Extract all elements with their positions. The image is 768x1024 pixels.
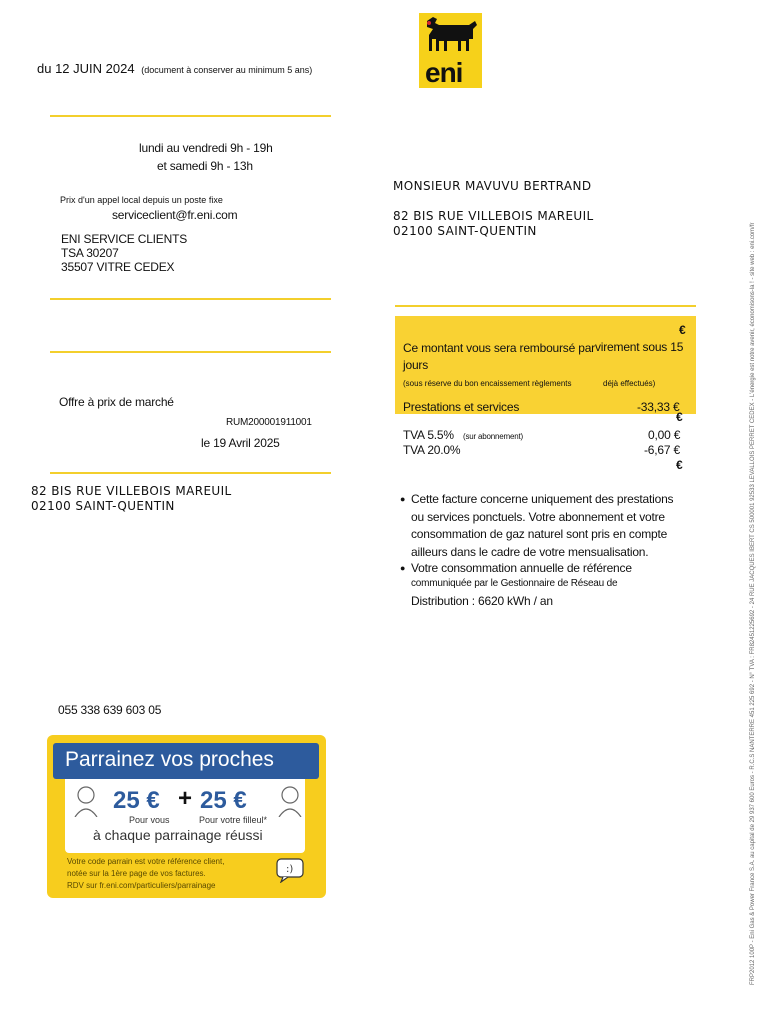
promo-footnote: notée sur la 1ère page de vos factures. [67,869,206,878]
svg-text::): :) [286,864,294,875]
tva1-value: 0,00 € [648,428,681,442]
tva1-label-text: TVA 5.5% [403,428,454,442]
recipient-address-line1: 82 BIS RUE VILLEBOIS MAREUIL [393,209,594,223]
chat-bubble-icon [275,857,305,883]
tva2-value: -6,67 € [644,443,680,457]
recipient-name: MONSIEUR MAVUVU BERTRAND [393,179,592,193]
plus-icon: + [178,785,193,812]
service-address-line3: 35507 VITRE CEDEX [61,260,175,274]
reference-number: 055 338 639 603 05 [58,703,162,717]
note-line: consommation de gaz naturel sont pris en compte [411,527,668,541]
refund-text: virement sous 15 [595,340,684,354]
eni-logo [419,13,482,88]
recipient-address-line2: 02100 SAINT-QUENTIN [393,224,537,238]
divider [395,305,696,307]
site-address-line1: 82 BIS RUE VILLEBOIS MAREUIL [31,484,232,498]
offer-date: le 19 Avril 2025 [201,436,280,450]
hours-weekdays: lundi au vendredi 9h - 19h [139,141,273,155]
legal-vertical-text: FRP2012 100P - Eni Gas & Power France S.A. au capital de 29 937 600 Euros - R.C.S NANTERRE 451 225 692 - N° TVA : FR82451225692 - 24 RUE JACQUES IBERT CS 500001 92533 LEVALLOIS PERRET CEDEX - L'énergie est notre avenir, économisons-la ! - site web : eni.com/fr [750,222,756,985]
promo-amount-you: 25 € [113,787,160,814]
contact-email[interactable]: serviceclient@fr.eni.com [112,208,238,222]
logo-text: eni [425,57,463,88]
euro-sign: € [679,323,686,337]
refund-text: jours [403,358,429,372]
refund-text: Ce montant vous sera remboursé par [403,341,595,355]
refund-note: déjà effectués) [603,379,656,388]
person-icon [277,785,303,817]
note-line: ailleurs dans le cadre de votre mensualisation. [411,545,649,559]
services-label: Prestations et services [403,400,520,414]
tva1-label [403,428,523,444]
hours-saturday: et samedi 9h - 13h [157,159,253,173]
promo-title: Parrainez vos proches [65,748,274,771]
date-text: du 12 JUIN 2024 [37,61,135,76]
euro-sign: € [676,458,683,472]
euro-sign: € [676,410,683,424]
note-line: Distribution : 6620 kWh / an [411,594,553,608]
refund-box [395,316,696,414]
referral-promo-banner[interactable] [47,735,326,898]
note-bullet: ● Votre consommation annuelle de référence [411,561,632,575]
call-price-note: Prix d'un appel local depuis un poste fixe [60,195,223,205]
promo-amount-godchild: 25 € [200,787,247,814]
promo-for-you: Pour vous [129,815,170,825]
promo-link[interactable]: RDV sur fr.eni.com/particuliers/parrainage [67,881,216,890]
offer-label: Offre à prix de marché [59,395,174,409]
promo-footnote: Votre code parrain est votre référence client, [67,857,225,866]
note-line: communiquée par le Gestionnaire de Réseau de [411,578,618,589]
divider [50,298,331,300]
divider [50,115,331,117]
person-icon [73,785,99,817]
rum-reference: RUM200001911001 [226,417,312,428]
note-line: ou services ponctuels. Votre abonnement et votre [411,510,665,524]
invoice-date [37,62,312,77]
note-bullet: ● Cette facture concerne uniquement des prestations [411,492,673,506]
services-value: -33,33 € [637,400,680,414]
promo-for-godchild: Pour votre filleul* [199,815,268,825]
date-note: (document à conserver au minimum 5 ans) [141,65,313,75]
tva1-note: (sur abonnement) [463,432,523,441]
refund-note: (sous réserve du bon encaissement règlements [403,379,572,388]
promo-each-success: à chaque parrainage réussi [93,827,263,843]
tva2-label: TVA 20.0% [403,443,461,457]
service-address-line1: ENI SERVICE CLIENTS [61,232,188,246]
divider [50,472,331,474]
six-legged-dog-icon [419,13,482,58]
site-address-line2: 02100 SAINT-QUENTIN [31,499,175,513]
service-address-line2: TSA 30207 [61,246,119,260]
divider [50,351,331,353]
